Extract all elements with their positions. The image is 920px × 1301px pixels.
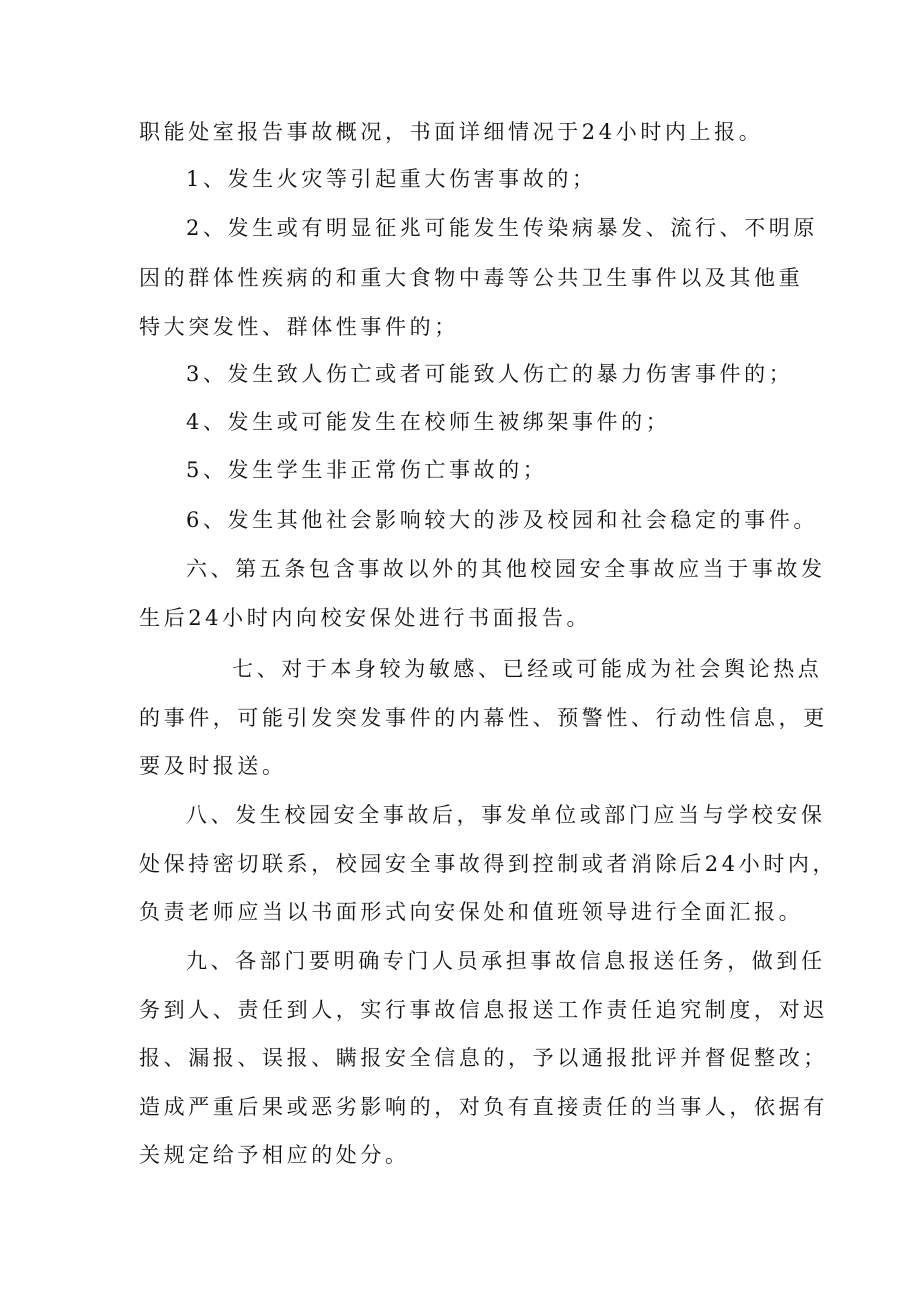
list-item-3: 3、发生致人伤亡或者可能致人伤亡的暴力伤害事件的； (186, 362, 794, 386)
text-line: 关规定给予相应的处分。 (139, 1143, 410, 1167)
section-six: 六、第五条包含事故以外的其他校园安全事故应当于事故发 (186, 557, 826, 581)
text-line: 特大突发性、群体性事件的； (139, 315, 459, 339)
text-line: 的事件，可能引发突发事件的内幕性、预警性、行动性信息，更 (139, 706, 828, 730)
list-item-6: 6、发生其他社会影响较大的涉及校园和社会稳定的事件。 (186, 508, 818, 532)
text-line: 要及时报送。 (139, 754, 287, 778)
text-line: 生后24小时内向校安保处进行书面报告。 (139, 606, 592, 630)
list-item-4: 4、发生或可能发生在校师生被绑架事件的； (186, 410, 671, 434)
list-item-1: 1、发生火灾等引起重大伤害事故的； (186, 167, 597, 191)
section-eight: 八、发生校园安全事故后，事发单位或部门应当与学校安保 (186, 803, 826, 827)
text-line: 务到人、责任到人，实行事故信息报送工作责任追究制度，对迟 (139, 998, 828, 1022)
list-item-2: 2、发生或有明显征兆可能发生传染病暴发、流行、不明原 (186, 216, 818, 240)
section-nine: 九、各部门要明确专门人员承担事故信息报送任务，做到任 (186, 949, 826, 973)
text-line: 报、漏报、误报、瞒报安全信息的，予以通报批评并督促整改； (139, 1046, 828, 1070)
text-line: 造成严重后果或恶劣影响的，对负有直接责任的当事人，依据有 (139, 1095, 828, 1119)
text-line: 负责老师应当以书面形式向安保处和值班领导进行全面汇报。 (139, 900, 804, 924)
text-line: 因的群体性疾病的和重大食物中毒等公共卫生事件以及其他重 (139, 266, 804, 290)
text-line: 职能处室报告事故概况，书面详细情况于24小时内上报。 (139, 120, 764, 144)
section-seven: 七、对于本身较为敏感、已经或可能成为社会舆论热点 (232, 657, 823, 681)
list-item-5: 5、发生学生非正常伤亡事故的； (186, 458, 548, 482)
text-line: 处保持密切联系，校园安全事故得到控制或者消除后24小时内， (139, 852, 838, 876)
